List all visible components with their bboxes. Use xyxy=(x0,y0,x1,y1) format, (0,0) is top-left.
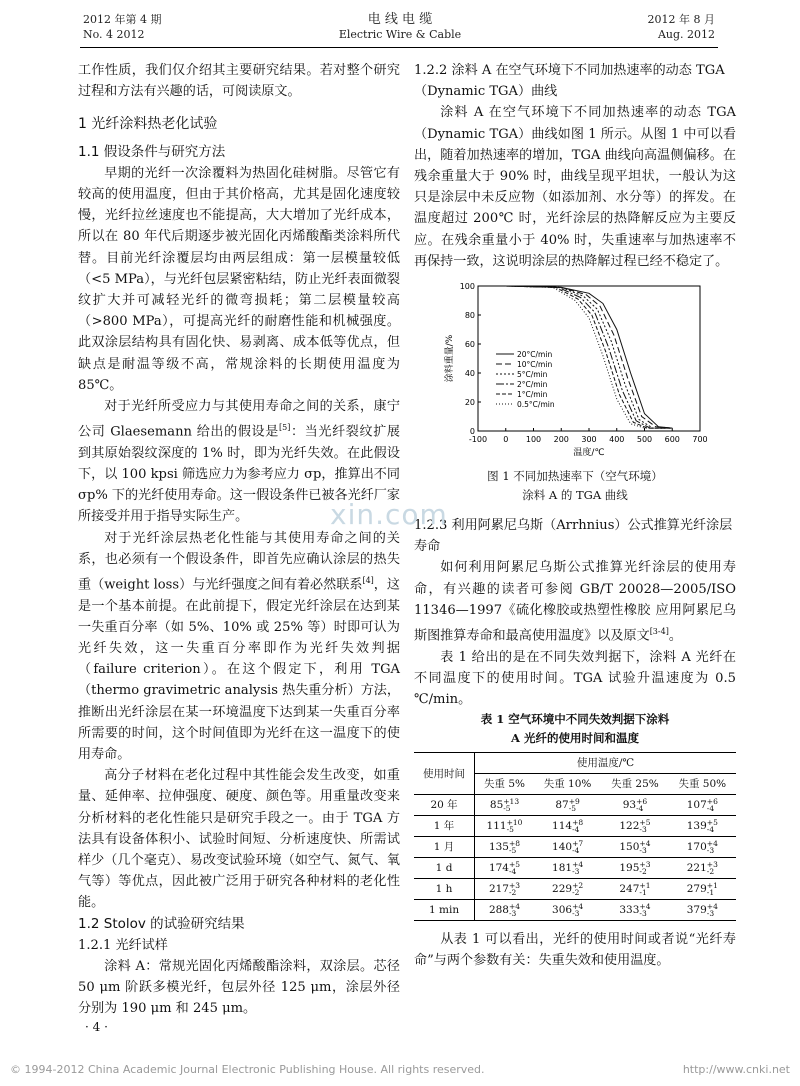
tolerance-minus: -5 xyxy=(508,846,517,856)
x-tick-label: 0 xyxy=(503,435,509,445)
page-number: · 4 · xyxy=(85,1020,108,1034)
tolerance-plus: +5 xyxy=(508,860,521,870)
tolerance-plus: +4 xyxy=(706,839,718,849)
cell-value: 333 xyxy=(619,904,640,917)
cell-value: 279 xyxy=(686,883,707,896)
text: 如何利用阿累尼乌斯公式推算光纤涂层的使用寿命，有兴趣的读者可参阅 GB/T 20028—2005/ISO 11346—1997《硫化橡胶或热塑性橡胶 应用阿累尼乌斯图推算寿命和最高使用温度》以及原文 xyxy=(414,560,736,644)
tolerance-plus: +4 xyxy=(639,839,651,849)
text: 对于光纤涂层热老化性能与其使用寿命之间的关系，也必须有一个假设条件，即首先应确认涂层的热失重（weight loss）与光纤强度之间有着必然联系 xyxy=(78,530,400,593)
cell-value: 140 xyxy=(552,841,573,854)
table-cell xyxy=(534,900,601,921)
cell-value: 379 xyxy=(686,904,707,917)
legend-label: 2°C/min xyxy=(517,380,548,390)
cell-value: 288 xyxy=(488,904,509,917)
tolerance-plus: +2 xyxy=(572,881,584,891)
table-cell xyxy=(534,837,601,858)
table-row xyxy=(414,837,736,858)
cell-tolerance xyxy=(509,882,520,896)
cell-tolerance xyxy=(507,819,523,833)
watermark: xin.com xyxy=(330,498,448,531)
legend-label: 10°C/min xyxy=(517,360,553,370)
cell-tolerance xyxy=(572,903,583,917)
cell-value: 174 xyxy=(488,862,509,875)
subsection-heading: 1.1 假设条件与研究方法 xyxy=(78,143,226,160)
table-subheader: 失重 50% xyxy=(669,774,736,795)
tolerance-minus: -5 xyxy=(503,804,511,814)
copyright: © 1994-2012 China Academic Journal Electronic Publishing House. All rights reserved. xyxy=(10,1063,485,1076)
paragraph: 从表 1 可以看出，光纤的使用时间或者说“光纤寿命”与两个参数有关：失重失效和使用温度。 xyxy=(414,932,736,969)
table-cell xyxy=(669,837,736,858)
table-subheader: 失重 10% xyxy=(534,774,601,795)
cell-tolerance xyxy=(707,882,718,896)
table-cell xyxy=(669,900,736,921)
footer-link[interactable]: http://www.cnki.net xyxy=(682,1063,790,1076)
tolerance-plus: +8 xyxy=(508,839,521,849)
tolerance-minus: -2 xyxy=(572,888,580,898)
tolerance-minus: -3 xyxy=(706,846,715,856)
citation[interactable]: [5] xyxy=(278,423,291,433)
table-cell xyxy=(534,858,601,879)
paragraph: 涂料 A 在空气环境下不同加热速率的动态 TGA（Dynamic TGA）曲线如图 1 所示。从图 1 中可以看出，随着加热速率的增加，TGA 曲线向高温侧偏移。在残余重量大于 90% 时，曲线呈现平坦状，一般认为这只是涂层中未反应物（如添加剂、水分等）的挥发。在温度超过 200℃ 时，光纤涂层的热降解反应为主要反应。在残余重量小于 40% 时，失重速率与加热速率不再保持一致，这说明涂层的热降解过程已经不稳定了。 xyxy=(414,105,736,269)
table-row xyxy=(414,816,736,837)
tolerance-minus: -2 xyxy=(639,867,647,877)
row-label: 1 月 xyxy=(414,837,475,858)
x-tick-label: -100 xyxy=(468,435,488,445)
legend-label: 0.5°C/min xyxy=(517,400,555,410)
text: 对于光纤所受应力与其使用寿命之间的关系，康宁公司 Glaesemann 给出的假设是 xyxy=(78,399,400,440)
tolerance-minus: -4 xyxy=(636,804,644,814)
paragraph: 高分子材料在老化过程中其性能会发生改变，如重量、延伸率、拉伸强度、硬度、颜色等。用重量改变来分析材料的老化性能只是研究手段之一。由于 TGA 方法具有设备体积小、试验时间短、分析速度快、所需试样少（几个毫克）、易改变试验环境（如空气、氮气、氧气等）等优点，因此被广泛用于研究各种材料的老化性能。 xyxy=(78,768,400,911)
journal-title-en: Electric Wire & Cable xyxy=(338,28,462,41)
tolerance-minus: -4 xyxy=(572,825,580,835)
table-row xyxy=(414,795,736,816)
x-axis-label: 温度/℃ xyxy=(573,448,605,459)
row-label: 20 年 xyxy=(414,795,475,816)
table-cell xyxy=(601,795,668,816)
date-cn: 2012 年 8 月 xyxy=(647,13,715,26)
cell-value: 170 xyxy=(686,841,707,854)
paragraph: 涂料 A：常规光固化丙烯酸酯涂料，双涂层。芯径 50 μm 阶跃多模光纤，包层外径 125 μm，涂层外径分别为 190 μm 和 245 μm。 xyxy=(78,959,400,1017)
table-title-line2: A 光纤的使用时间和温度 xyxy=(511,731,639,746)
y-tick-label: 60 xyxy=(464,340,475,350)
table-header-time: 使用时间 xyxy=(414,753,475,795)
cell-tolerance xyxy=(636,798,647,812)
right-column xyxy=(414,60,736,972)
table-cell xyxy=(534,816,601,837)
y-tick-label: 100 xyxy=(459,282,475,292)
x-tick-label: 200 xyxy=(553,435,569,445)
journal-title-cn: 电 线 电 缆 xyxy=(367,12,433,27)
cell-value: 195 xyxy=(619,862,640,875)
tolerance-minus: -2 xyxy=(706,867,715,877)
y-tick-label: 40 xyxy=(464,369,475,379)
tolerance-minus: -3 xyxy=(639,825,647,835)
table-cell xyxy=(601,816,668,837)
y-axis-label: 涂料重量/% xyxy=(445,334,455,383)
paragraph xyxy=(414,557,736,646)
y-tick-label: 20 xyxy=(464,398,475,408)
table-cell xyxy=(669,879,736,900)
cell-tolerance xyxy=(509,861,520,875)
figure-caption-line1: 图 1 不同加热速率下（空气环境） xyxy=(487,469,663,484)
figure-1 xyxy=(440,278,710,463)
row-label: 1 min xyxy=(414,900,475,921)
row-label: 1 d xyxy=(414,858,475,879)
cell-tolerance xyxy=(572,819,583,833)
x-tick-label: 700 xyxy=(692,435,708,445)
cell-value: 247 xyxy=(619,883,640,896)
issue-en: No. 4 2012 xyxy=(83,28,145,41)
legend-label: 1°C/min xyxy=(517,390,548,400)
paragraph: 工作性质，我们仅介绍其主要研究结果。若对整个研究过程和方法有兴趣的话，可阅读原文。 xyxy=(78,63,400,100)
tolerance-plus: +7 xyxy=(572,839,584,849)
tolerance-plus: +8 xyxy=(572,818,584,828)
tolerance-minus: -4 xyxy=(572,846,580,856)
table-row xyxy=(414,879,736,900)
tolerance-minus: -5 xyxy=(568,804,577,814)
y-tick-label: 0 xyxy=(469,427,475,437)
subsection-heading: 1.2 Stolov 的试验研究结果 xyxy=(78,915,245,932)
cell-tolerance xyxy=(707,798,718,812)
y-tick-label: 80 xyxy=(464,311,475,321)
header-rule xyxy=(80,47,718,48)
cell-tolerance xyxy=(503,798,519,812)
legend-label: 20°C/min xyxy=(517,350,553,360)
tolerance-minus: -3 xyxy=(572,909,580,919)
table-row xyxy=(414,858,736,879)
tolerance-plus: +5 xyxy=(639,818,651,828)
cell-value: 114 xyxy=(552,820,573,833)
table-cell xyxy=(601,900,668,921)
tolerance-minus: -3 xyxy=(639,846,647,856)
figure-caption-line2: 涂料 A 的 TGA 曲线 xyxy=(522,488,628,503)
tolerance-plus: +4 xyxy=(706,902,718,912)
text: ，这是一个基本前提。在此前提下，假定光纤涂层在达到某一失重百分率（如 5%、10% 或 25% 等）时即可认为光纤失效，这一失重百分率即作为光纤失效判据（failure criterion）。在这个假定下，利用 TGA（thermo gravimetric analysis 热失重分析）方法，推断出光纤涂层在某一环境温度下达到某一失重百分率所需要的时间，这个时间值即为光纤在这一温度下的使用寿命。 xyxy=(78,577,400,763)
cell-tolerance xyxy=(707,903,718,917)
citation[interactable]: [4] xyxy=(362,576,374,586)
table-cell xyxy=(475,795,534,816)
table-cell xyxy=(534,879,601,900)
table-cell xyxy=(601,879,668,900)
cell-tolerance xyxy=(509,903,520,917)
x-tick-label: 500 xyxy=(636,435,653,445)
table-subheader: 失重 5% xyxy=(475,774,534,795)
cell-value: 85 xyxy=(489,799,504,812)
paragraph: 表 1 给出的是在不同失效判据下，涂料 A 光纤在不同温度下的使用时间。TGA 试验升温速度为 0.5 ℃/min。 xyxy=(414,649,736,708)
tolerance-plus: +13 xyxy=(503,797,520,807)
table-cell xyxy=(534,795,601,816)
tolerance-minus: -1 xyxy=(706,888,715,898)
table-cell xyxy=(669,858,736,879)
tolerance-minus: -3 xyxy=(572,867,580,877)
journal-date xyxy=(648,12,715,42)
x-tick-label: 600 xyxy=(664,435,680,445)
table-body xyxy=(414,795,736,921)
cell-value: 122 xyxy=(619,820,640,833)
x-tick-label: 300 xyxy=(581,435,597,445)
tolerance-plus: +4 xyxy=(508,902,521,912)
table-cell xyxy=(601,837,668,858)
tolerance-plus: +3 xyxy=(508,881,521,891)
tolerance-plus: +4 xyxy=(572,860,584,870)
cell-tolerance xyxy=(639,861,650,875)
cell-value: 93 xyxy=(622,799,637,812)
tolerance-plus: +3 xyxy=(639,860,651,870)
row-label: 1 h xyxy=(414,879,475,900)
cell-value: 229 xyxy=(552,883,573,896)
cell-tolerance xyxy=(707,861,718,875)
cell-value: 135 xyxy=(488,841,509,854)
table-cell xyxy=(601,858,668,879)
text: 。 xyxy=(668,628,682,644)
text: ：当光纤裂纹扩展到其原始裂纹深度的 1% 时，即为光纤失效。在此假设下，以 100 kpsi 筛选应力为参考应力 σp，推算出不同 σp% 下的光纤使用寿命。这一假设条件已被各光纤厂家所接受并用于指导实际生产。 xyxy=(78,424,400,525)
table-row xyxy=(414,900,736,921)
cell-value: 150 xyxy=(619,841,640,854)
tolerance-minus: -4 xyxy=(706,825,715,835)
cell-tolerance xyxy=(639,882,650,896)
tolerance-plus: +3 xyxy=(706,860,718,870)
cell-tolerance xyxy=(572,861,583,875)
cell-value: 217 xyxy=(488,883,509,896)
tolerance-minus: -3 xyxy=(639,909,647,919)
subsubsection-heading: 1.2.3 利用阿累尼乌斯（Arrhnius）公式推算光纤涂层寿命 xyxy=(414,518,733,555)
table-cell xyxy=(669,816,736,837)
table-header-group: 使用温度/℃ xyxy=(475,753,736,774)
tolerance-plus: +1 xyxy=(706,881,718,891)
cell-tolerance xyxy=(707,819,718,833)
cell-value: 107 xyxy=(686,799,707,812)
cell-tolerance xyxy=(509,840,520,854)
plot-frame xyxy=(478,286,700,431)
cell-tolerance xyxy=(639,819,650,833)
x-tick-label: 100 xyxy=(525,435,542,445)
cell-tolerance xyxy=(572,840,583,854)
table-title-line1: 表 1 空气环境中不同失效判据下涂料 xyxy=(480,712,670,727)
table-1 xyxy=(414,752,736,921)
table-subheader: 失重 25% xyxy=(601,774,668,795)
cell-value: 221 xyxy=(686,862,707,875)
date-en: Aug. 2012 xyxy=(657,28,715,41)
tolerance-minus: -5 xyxy=(506,825,514,835)
tolerance-plus: +10 xyxy=(506,818,523,828)
cell-tolerance xyxy=(639,840,650,854)
tolerance-minus: -3 xyxy=(706,909,715,919)
cell-tolerance xyxy=(707,840,718,854)
cell-value: 139 xyxy=(686,820,707,833)
subsubsection-heading: 1.2.1 光纤试样 xyxy=(78,937,168,953)
tolerance-minus: -2 xyxy=(508,888,517,898)
table-cell xyxy=(475,816,534,837)
cell-value: 87 xyxy=(555,799,569,812)
tolerance-plus: +5 xyxy=(706,818,718,828)
tolerance-minus: -3 xyxy=(508,909,517,919)
cell-tolerance xyxy=(639,903,650,917)
left-column xyxy=(78,60,400,1020)
cell-value: 111 xyxy=(486,820,507,833)
x-tick-label: 400 xyxy=(609,435,625,445)
cell-tolerance xyxy=(569,798,580,812)
paragraph xyxy=(78,528,400,766)
tolerance-plus: +6 xyxy=(706,797,718,807)
cell-value: 306 xyxy=(552,904,573,917)
tga-chart xyxy=(440,278,710,463)
row-label: 1 年 xyxy=(414,816,475,837)
table-cell xyxy=(475,900,534,921)
section-heading: 1 光纤涂料热老化试验 xyxy=(78,116,218,133)
table-cell xyxy=(475,879,534,900)
paragraph: 早期的光纤一次涂覆料为热固化硅树脂。尽管它有较高的使用温度，但由于其价格高，尤其是固化速度较慢，光纤拉丝速度也不能提高，大大增加了光纤成本，所以在 80 年代后期逐步被光固化丙烯酸酯类涂料所代替。目前光纤涂覆层均由两层组成：第一层模量较低（<5 MPa），与光纤包层紧密粘结，防止光纤表面微裂纹扩大并可减轻光纤的微弯损耗；第二层模量较高（>800 MPa），可提高光纤的耐磨性能和机械强度。此双涂层结构具有固化快、易剥离、成本低等优点，但缺点是耐温等级不高，常规涂料的长期使用温度为 85℃。 xyxy=(78,165,400,393)
cell-value: 181 xyxy=(552,862,573,875)
table-cell xyxy=(669,795,736,816)
tolerance-minus: -4 xyxy=(706,804,715,814)
tolerance-plus: +1 xyxy=(639,881,651,891)
table-cell xyxy=(475,858,534,879)
tolerance-minus: -4 xyxy=(508,867,517,877)
citation[interactable]: [3-4] xyxy=(649,627,669,637)
tolerance-plus: +9 xyxy=(568,797,580,807)
issue-cn: 2012 年第 4 期 xyxy=(83,13,162,26)
tolerance-plus: +6 xyxy=(636,797,648,807)
tolerance-plus: +4 xyxy=(572,902,584,912)
table-cell xyxy=(475,837,534,858)
cell-tolerance xyxy=(572,882,583,896)
tolerance-minus: -1 xyxy=(639,888,647,898)
tolerance-plus: +4 xyxy=(639,902,651,912)
subsubsection-heading: 1.2.2 涂料 A 在空气环境下不同加热速率的动态 TGA（Dynamic TGA）曲线 xyxy=(414,63,725,100)
legend-label: 5°C/min xyxy=(517,370,548,380)
